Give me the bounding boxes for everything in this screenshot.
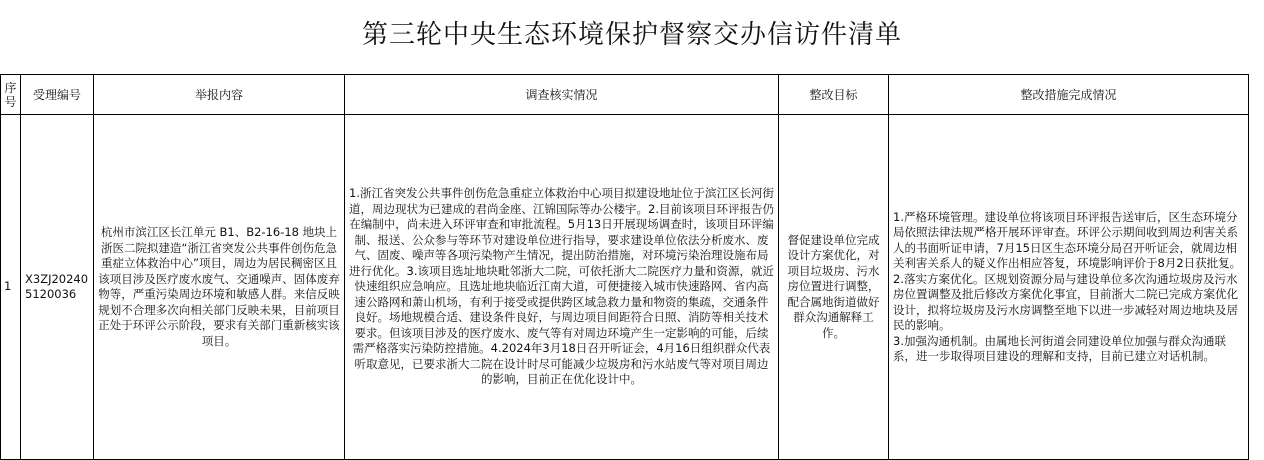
cell-rectification-measures (889, 115, 1249, 460)
measure-item-3: 3.加强沟通机制。由属地长河街道会同建设单位加强与群众沟通联系，进一步取得项目建设的理解和支持，目前已建立对话机制。 (893, 333, 1226, 363)
table-header-row (1, 75, 1249, 115)
petition-table (0, 74, 1249, 460)
header-measures: 整改措施完成情况 (889, 75, 1249, 115)
table-row (1, 115, 1249, 460)
cell-acceptance-id: X3ZJ202405120036 (21, 115, 94, 460)
cell-report-content: 杭州市滨江区长江单元 B1、B2-16-18 地块上浙医二院拟建造“浙江省突发公共事件创伤危急重症立体救治中心”项目，周边为居民稠密区且该项目涉及医疗废水废气、交通噪声、固体废弃物等，严重污染周边环境和敏感人群。来信反映规划不合理多次向相关部门反映未果，目前项目正处于环评公示阶段，要求有关部门重新核实该项目。 (94, 115, 345, 460)
header-goal: 整改目标 (779, 75, 889, 115)
document-title: 第三轮中央生态环境保护督察交办信访件清单 (361, 20, 902, 50)
cell-no: 1 (1, 115, 21, 460)
measure-item-2: 2.落实方案优化。区规划资源分局与建设单位多次沟通垃圾房及污水房位置调整及批后修改方案优化事宜，目前浙大二院已完成方案优化设计，拟将垃圾房及污水房调整至地下以进一步减轻对周边地块及居民的影响。 (893, 271, 1238, 332)
cell-rectification-goal: 督促建设单位完成设计方案优化，对项目垃圾房、污水房位置进行调整，配合属地街道做好群众沟通解释工作。 (779, 115, 889, 460)
header-id: 受理编号 (21, 75, 94, 115)
cell-investigation-findings: 1.浙江省突发公共事件创伤危急重症立体救治中心项目拟建设地址位于滨江区长河街道，周边现状为已建成的君尚金座、江锦国际等办公楼宇。2.目前该项目环评报告仍在编制中，尚未进入环评审查和审批流程。5月13日开展现场调查时，该项目环评编制、报送、公众参与等环节对建设单位进行指导，要求建设单位依法分析废水、废气、固废、噪声等各项污染物产生情况，提出防治措施，对环境污染治理设施布局进行优化。3.该项目选址地块毗邻浙大二院，可依托浙大二院医疗力量和资源，就近快速组织应急响应。且选址地块临近江南大道，可便捷接入城市快速路网、省内高速公路网和萧山机场，有利于接受或提供跨区域急救力量和物资的集疏，交通条件良好。场地规模合适、建设条件良好，与周边项目间距符合日照、消防等相关技术要求。但该项目涉及的医疗废水、废气等有对周边环境产生一定影响的可能，后续需严格落实污染防控措施。4.2024年3月18日召开听证会，4月16日组织群众代表听取意见，已要求浙大二院在设计时尽可能减少垃圾房和污水站废气等对项目周边的影响，目前正在优化设计中。 (345, 115, 779, 460)
measure-item-1: 1.严格环境管理。建设单位将该项目环评报告送审后，区生态环境分局依照法律法规严格开展环评审查。环评公示期间收到周边利害关系人的书面听证申请，7月15日区生态环境分局召开听证会，就周边相关利害关系人的疑义作出相应答复，环境影响评价于8月2日获批复。 (893, 209, 1242, 270)
header-content: 举报内容 (94, 75, 345, 115)
header-findings: 调查核实情况 (345, 75, 779, 115)
header-no: 序号 (1, 75, 21, 115)
